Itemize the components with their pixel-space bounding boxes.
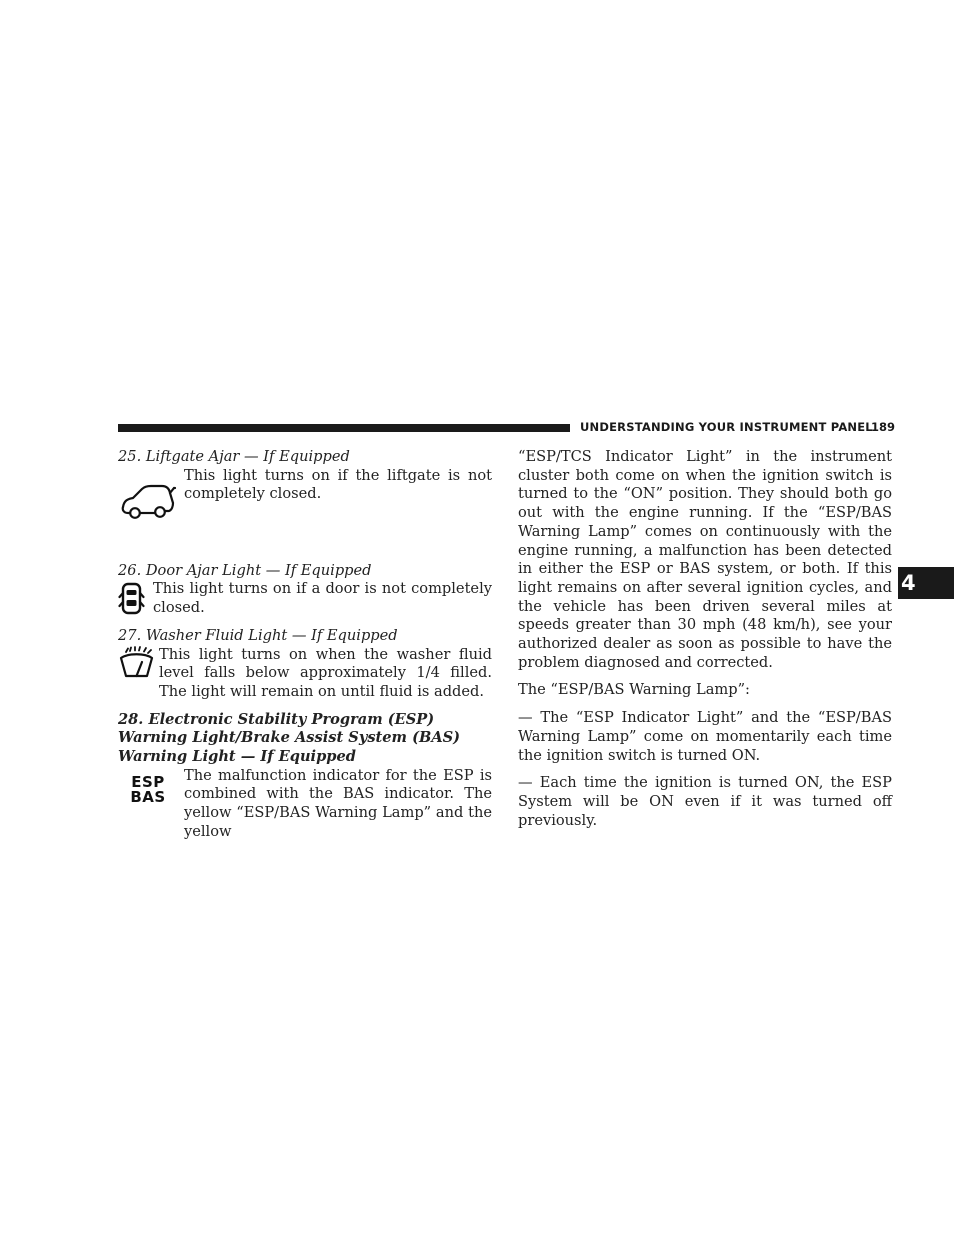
heading-liftgate-ajar: 25. Liftgate Ajar — If Equipped [118, 448, 350, 465]
section-esp-bas [118, 767, 492, 842]
heading-esp-bas: 28. Electronic Stability Program (ESP) Warning Light/Brake Assist System (BAS) Warning Light — If Equipped [118, 710, 461, 766]
esp-tcs-paragraph: “ESP/TCS Indicator Light” in the instrument cluster both come on when the ignition switch is turned to the “ON” position. They should both go out with the engine running. If the “ESP/BAS Warning Lamp” comes on continuously with the engine running, a malfunction has been detected in either the ESP or BAS system, or both. If this light remains on after several ignition cycles, and the vehicle has been driven several miles at speeds greater than 30 mph (48 km/h), see your authorized dealer as soon as possible to have the problem diagnosed and corrected. [518, 448, 892, 671]
heading-washer-fluid: 27. Washer Fluid Light — If Equipped [118, 626, 398, 644]
section-liftgate-ajar [118, 467, 492, 531]
header-rule [118, 424, 570, 432]
door-ajar-icon [118, 581, 153, 617]
liftgate-icon [118, 475, 184, 531]
washer-fluid-icon [118, 646, 159, 682]
bas-icon-line: BAS [130, 787, 166, 806]
esp-bas-text: The malfunction indicator for the ESP is combined with the BAS indicator. The yellow “ESP/BAS Warning Lamp” and the yellow [184, 766, 492, 840]
page-number: 189 [871, 420, 896, 434]
esp-system-on-paragraph: — Each time the ignition is turned ON, the ESP System will be ON even if it was turned off previously. [518, 774, 892, 829]
chapter-tab: 4 [898, 567, 954, 599]
door-ajar-text: This light turns on if a door is not completely closed. [153, 580, 492, 617]
section-washer-fluid [118, 646, 492, 702]
esp-icon-line: ESP [131, 772, 165, 791]
section-door-ajar [118, 580, 492, 617]
heading-door-ajar: 26. Door Ajar Light — If Equipped [118, 561, 372, 579]
left-column [118, 448, 492, 842]
esp-bas-lamp-intro: The “ESP/BAS Warning Lamp”: [518, 681, 750, 699]
washer-fluid-text: This light turns on when the washer fluid level falls below approximately 1/4 filled. The light will remain on until fluid is added. [159, 645, 492, 700]
esp-indicator-paragraph: — The “ESP Indicator Light” and the “ESP/BAS Warning Lamp” come on momentarily each time the ignition switch is turned ON. [518, 709, 892, 764]
esp-bas-icon [118, 772, 178, 806]
right-column [518, 448, 892, 830]
liftgate-ajar-text: This light turns on if the liftgate is not completely closed. [184, 466, 492, 503]
section-title: UNDERSTANDING YOUR INSTRUMENT PANEL [580, 420, 873, 434]
